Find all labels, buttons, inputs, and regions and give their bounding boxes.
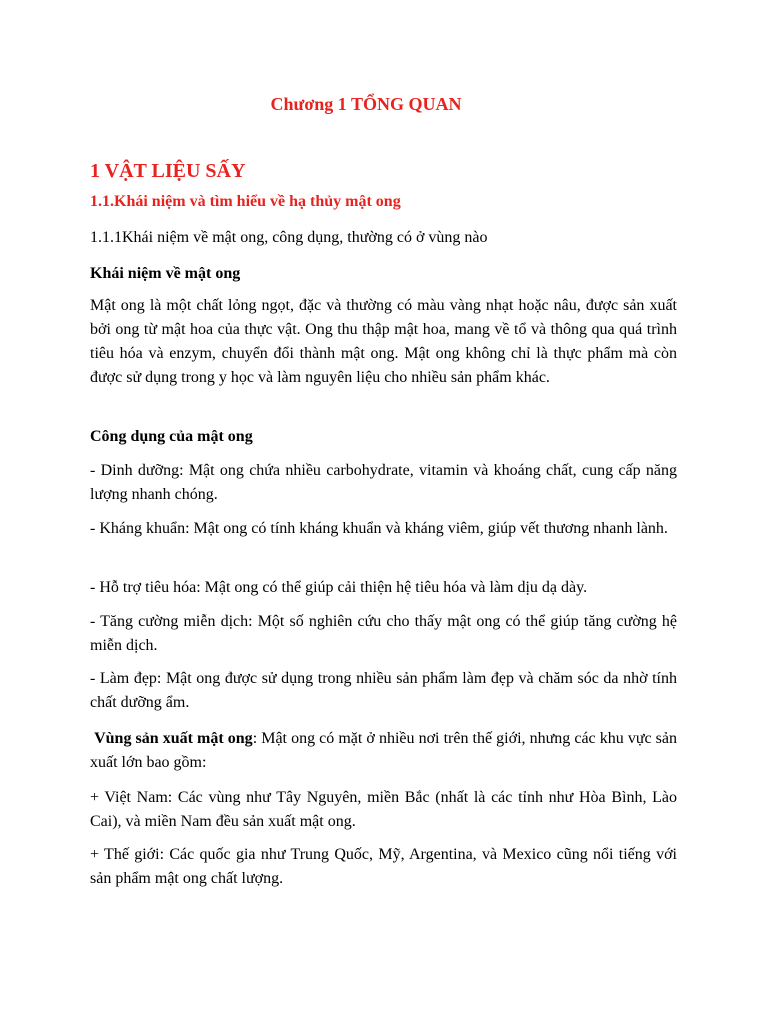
uses-item: - Dinh dưỡng: Mật ong chứa nhiều carbohydrate, vitamin và khoáng chất, cung cấp năng lượng nhanh chóng. xyxy=(90,462,677,503)
concept-paragraph: Mật ong là một chất lỏng ngọt, đặc và thường có màu vàng nhạt hoặc nâu, được sản xuất bởi ong từ mật hoa của thực vật. Ong thu thập mật hoa, mang về tổ và thông qua quá trình tiêu hóa và enzym, chuyển đổi thành mật ong. Mật ong không chỉ là thực phẩm mà còn được sử dụng trong y học và làm nguyên liệu cho nhiều sản phẩm khác. xyxy=(90,297,677,386)
section-heading: 1 VẬT LIỆU SẤY xyxy=(90,160,246,182)
subsection-heading: 1.1.Khái niệm và tìm hiểu về hạ thủy mật ong xyxy=(90,193,401,210)
regions-label: Vùng sản xuất mật ong xyxy=(94,730,253,747)
uses-item: - Kháng khuẩn: Mật ong có tính kháng khuẩn và kháng viêm, giúp vết thương nhanh lành. xyxy=(90,520,668,537)
region-item: + Việt Nam: Các vùng như Tây Nguyên, miền Bắc (nhất là các tỉnh như Hòa Bình, Lào Cai), và miền Nam đều sản xuất mật ong. xyxy=(90,789,677,830)
subsubsection-heading: 1.1.1Khái niệm về mật ong, công dụng, thường có ở vùng nào xyxy=(90,229,488,246)
region-item: + Thế giới: Các quốc gia như Trung Quốc, Mỹ, Argentina, và Mexico cũng nổi tiếng với sản phẩm mật ong chất lượng. xyxy=(90,846,677,887)
uses-item: - Hỗ trợ tiêu hóa: Mật ong có thể giúp cải thiện hệ tiêu hóa và làm dịu dạ dày. xyxy=(90,579,588,596)
regions-paragraph xyxy=(90,727,677,775)
chapter-title: Chương 1 TỔNG QUAN xyxy=(270,94,462,114)
uses-item: - Tăng cường miễn dịch: Một số nghiên cứu cho thấy mật ong có thể giúp tăng cường hệ miễn dịch. xyxy=(90,613,677,654)
concept-heading: Khái niệm về mật ong xyxy=(90,265,241,282)
uses-heading: Công dụng của mật ong xyxy=(90,428,253,445)
uses-item: - Làm đẹp: Mật ong được sử dụng trong nhiều sản phẩm làm đẹp và chăm sóc da nhờ tính chất dưỡng ẩm. xyxy=(90,670,677,711)
regions-text: : Mật ong có mặt ở nhiều nơi trên thế giới, nhưng các khu vực sản xuất lớn bao gồm: xyxy=(90,730,678,771)
